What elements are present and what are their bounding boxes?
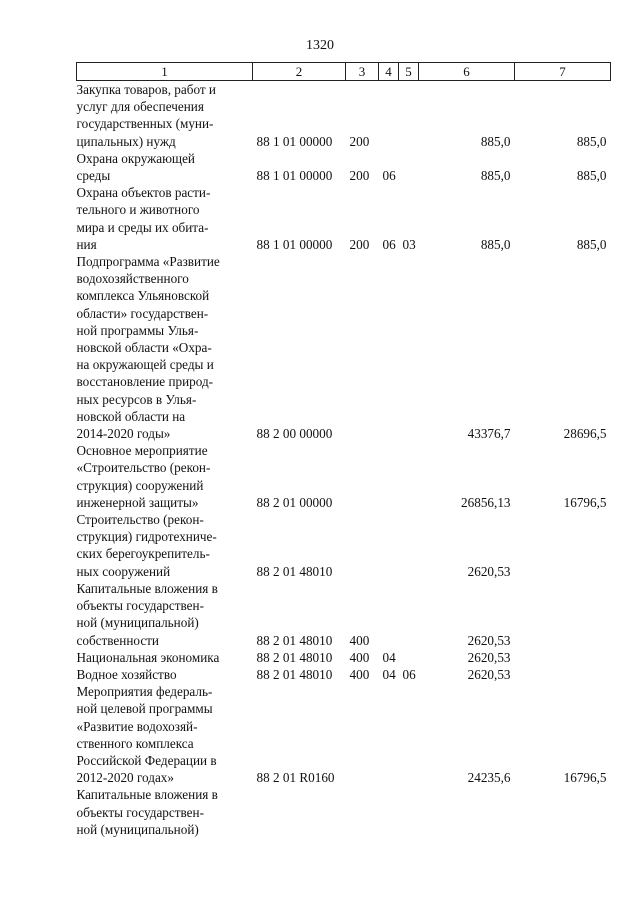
row-subsection xyxy=(399,81,419,150)
row-amount-2: 16796,5 xyxy=(563,770,607,786)
table-row xyxy=(77,81,611,150)
header-col-1: 1 xyxy=(77,63,253,81)
header-col-4: 4 xyxy=(379,63,399,81)
row-name xyxy=(77,666,253,683)
row-amount-1: 885,0 xyxy=(480,236,511,252)
row-name-line: ных ресурсов в Улья- xyxy=(76,391,197,407)
row-name xyxy=(77,511,253,580)
row-amount-1: 2620,53 xyxy=(467,563,511,579)
row-name xyxy=(77,253,253,442)
row-section xyxy=(379,786,399,838)
table-row xyxy=(77,150,611,184)
row-expense-type: 400 xyxy=(349,666,370,682)
row-name-line: объекты государствен- xyxy=(76,804,204,820)
row-subsection xyxy=(399,649,419,666)
row-name-line: «Развитие водохозяй- xyxy=(76,718,198,734)
row-amount-1: 24235,6 xyxy=(467,770,511,786)
table-row xyxy=(77,442,611,511)
row-name-line: Национальная экономика xyxy=(76,649,220,665)
row-name-line: новской области на xyxy=(76,408,186,424)
row-name-line: Строительство (рекон- xyxy=(76,512,204,528)
row-name-line: Закупка товаров, работ и xyxy=(76,82,216,97)
row-section xyxy=(379,81,399,150)
row-subsection: 03 xyxy=(402,236,416,252)
row-name-line: Капитальные вложения в xyxy=(76,580,218,596)
row-name-line: среды xyxy=(76,168,111,184)
row-name-line: собственности xyxy=(76,632,159,648)
row-amount-1: 26856,13 xyxy=(461,494,511,510)
row-amount-2: 28696,5 xyxy=(563,426,607,442)
row-amount-2: 885,0 xyxy=(576,168,607,184)
row-section: 06 xyxy=(382,236,396,252)
table-row xyxy=(77,184,611,253)
table-row xyxy=(77,666,611,683)
header-col-6: 6 xyxy=(419,63,515,81)
table-header xyxy=(77,63,611,81)
row-subsection xyxy=(399,786,419,838)
row-subsection xyxy=(399,442,419,511)
row-expense-type xyxy=(346,683,379,786)
row-expense-type xyxy=(346,511,379,580)
row-expense-type: 200 xyxy=(349,133,370,149)
row-amount-2: 885,0 xyxy=(576,133,607,149)
table-row xyxy=(77,580,611,649)
row-section: 04 xyxy=(382,666,396,682)
row-name-line: ципальных) нужд xyxy=(76,133,176,149)
row-amount-2 xyxy=(515,666,611,683)
row-name xyxy=(77,184,253,253)
row-target-article: 88 1 01 00000 xyxy=(256,168,333,184)
table-row xyxy=(77,253,611,442)
table-row xyxy=(77,649,611,666)
row-name-line: ских берегоукрепитель- xyxy=(76,546,210,562)
row-target-article: 88 2 01 48010 xyxy=(256,649,333,665)
row-target-article: 88 1 01 00000 xyxy=(256,133,333,149)
table-body xyxy=(77,81,611,838)
row-name-line: инженерной защиты» xyxy=(76,494,199,510)
row-amount-2: 885,0 xyxy=(576,236,607,252)
row-name-line: ной программы Улья- xyxy=(76,322,199,338)
row-name xyxy=(77,683,253,786)
row-name-line: Капитальные вложения в xyxy=(76,787,218,803)
row-expense-type: 400 xyxy=(349,632,370,648)
row-name-line: тельного и животного xyxy=(76,202,200,218)
row-expense-type: 200 xyxy=(349,236,370,252)
row-name-line: ной (муниципальной) xyxy=(76,821,199,837)
row-amount-1 xyxy=(419,786,515,838)
row-amount-1: 43376,7 xyxy=(467,426,511,442)
row-name xyxy=(77,442,253,511)
row-name-line: Охрана окружающей xyxy=(76,150,195,166)
row-subsection xyxy=(399,511,419,580)
row-name-line: комплекса Ульяновской xyxy=(76,288,210,304)
row-expense-type xyxy=(346,786,379,838)
row-name xyxy=(77,649,253,666)
row-name-line: Водное хозяйство xyxy=(76,666,177,682)
row-target-article: 88 2 01 48010 xyxy=(256,632,333,648)
row-amount-2 xyxy=(515,649,611,666)
row-name xyxy=(77,81,253,150)
row-amount-2 xyxy=(515,580,611,649)
row-target-article: 88 2 01 48010 xyxy=(256,563,333,579)
row-expense-type xyxy=(346,442,379,511)
row-name-line: объекты государствен- xyxy=(76,598,204,614)
row-name-line: струкция) гидротехниче- xyxy=(76,529,217,545)
row-target-article: 88 2 01 00000 xyxy=(256,494,333,510)
row-name-line: струкция) сооружений xyxy=(76,477,204,493)
row-expense-type: 200 xyxy=(349,168,370,184)
page-number: 1320 xyxy=(306,38,334,53)
row-name-line: Охрана объектов расти- xyxy=(76,185,211,201)
row-name-line: новской области «Охра- xyxy=(76,340,212,356)
row-target-article: 88 2 01 48010 xyxy=(256,666,333,682)
row-name-line: водохозяйственного xyxy=(76,271,189,287)
row-section xyxy=(379,253,399,442)
row-expense-type xyxy=(346,253,379,442)
row-target-article: 88 1 01 00000 xyxy=(256,236,333,252)
row-name-line: государственных (муни- xyxy=(76,116,214,132)
header-col-3: 3 xyxy=(346,63,379,81)
row-target-article: 88 2 01 R0160 xyxy=(256,770,335,786)
row-name-line: «Строительство (рекон- xyxy=(76,460,211,476)
table-row xyxy=(77,786,611,838)
row-name-line: ных сооружений xyxy=(76,563,171,579)
row-name-line: Основное мероприятие xyxy=(76,443,208,459)
header-col-7: 7 xyxy=(515,63,611,81)
row-target-article: 88 2 00 00000 xyxy=(256,426,333,442)
row-amount-2 xyxy=(515,511,611,580)
row-name-line: Подпрограмма «Развитие xyxy=(76,254,220,270)
row-amount-2 xyxy=(515,786,611,838)
row-section xyxy=(379,683,399,786)
row-section xyxy=(379,580,399,649)
row-name-line: области» государствен- xyxy=(76,305,209,321)
header-col-2: 2 xyxy=(253,63,346,81)
row-name-line: услуг для обеспечения xyxy=(76,99,204,115)
row-name-line: восстановление природ- xyxy=(76,374,214,390)
row-name-line: Российской Федерации в xyxy=(76,752,217,768)
row-name xyxy=(77,786,253,838)
row-name-line: ной целевой программы xyxy=(76,701,213,717)
row-amount-2: 16796,5 xyxy=(563,494,607,510)
row-amount-1: 2620,53 xyxy=(467,649,511,665)
row-name xyxy=(77,150,253,184)
row-name-line: ния xyxy=(76,236,97,252)
row-name-line: ственного комплекса xyxy=(76,735,194,751)
row-subsection xyxy=(399,150,419,184)
row-subsection xyxy=(399,683,419,786)
row-name-line: 2014-2020 годы» xyxy=(76,426,171,442)
header-col-5: 5 xyxy=(399,63,419,81)
row-name-line: ной (муниципальной) xyxy=(76,615,199,631)
row-amount-1: 2620,53 xyxy=(467,666,511,682)
row-name xyxy=(77,580,253,649)
row-section xyxy=(379,442,399,511)
row-subsection xyxy=(399,580,419,649)
row-section: 04 xyxy=(382,649,396,665)
row-name-line: Мероприятия федераль- xyxy=(76,684,213,700)
row-section xyxy=(379,511,399,580)
row-subsection xyxy=(399,253,419,442)
budget-table xyxy=(76,62,611,838)
row-name-line: на окружающей среды и xyxy=(76,357,214,373)
table-row xyxy=(77,511,611,580)
row-target-article xyxy=(253,786,346,838)
row-name-line: 2012-2020 годах» xyxy=(76,770,174,786)
row-name-line: мира и среды их обита- xyxy=(76,219,209,235)
row-section: 06 xyxy=(382,168,396,184)
row-expense-type: 400 xyxy=(349,649,370,665)
table-row xyxy=(77,683,611,786)
row-amount-1: 885,0 xyxy=(480,168,511,184)
row-amount-1: 2620,53 xyxy=(467,632,511,648)
row-amount-1: 885,0 xyxy=(480,133,511,149)
row-subsection: 06 xyxy=(402,666,416,682)
